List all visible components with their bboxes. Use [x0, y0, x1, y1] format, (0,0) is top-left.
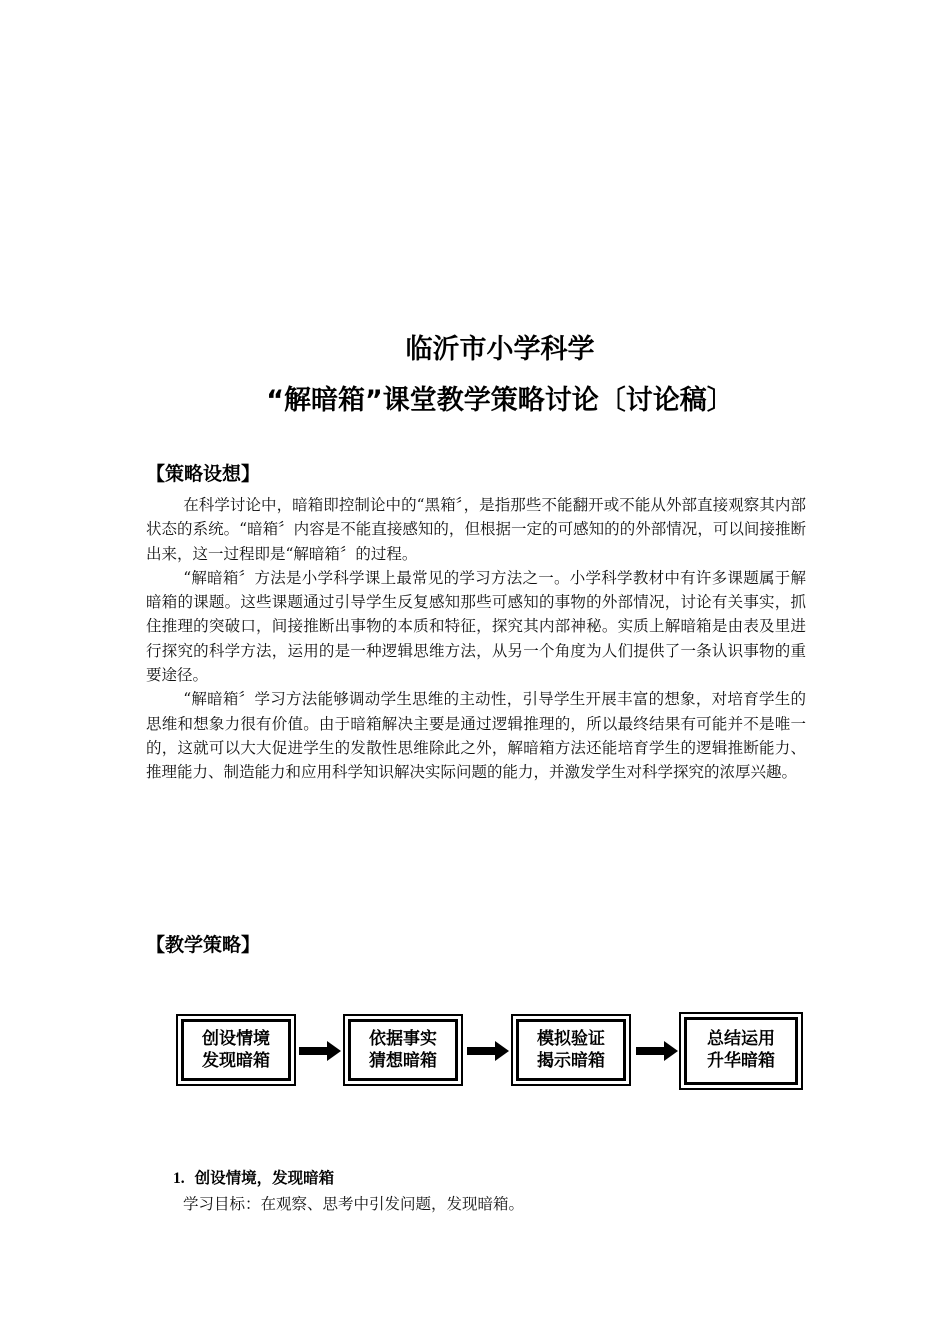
- paragraph: “解暗箱〞方法是小学科学课上最常见的学习方法之一。小学科学教材中有许多课题属于解暗箱的课题。这些课题通过引导学生反复感知那些可感知的事物的外部情况，讨论有关事实，抓住推理的突破口，间接推断出事物的本质和特征，探究其内部神秘。实质上解暗箱是由表及里进行探究的科学方法，运用的是一种逻辑思维方法，从另一个角度为人们提供了一条认识事物的重要途径。: [146, 568, 806, 685]
- strategy-idea-body: [146, 493, 806, 785]
- document-subtitle: “解暗箱”课堂教学策略讨论〔讨论稿〕: [266, 385, 734, 416]
- flow-step-4-line1: 总结运用: [707, 1029, 775, 1049]
- paragraph: 在科学讨论中，暗箱即控制论中的“黑箱〞，是指那些不能翻开或不能从外部直接观察其内部状态的系统。“暗箱〞内容是不能直接感知的，但根据一定的可感知的的外部情况，可以间接推断出来，这一过程即是“解暗箱〞的过程。: [146, 496, 806, 563]
- step-1-heading: [173, 1166, 334, 1188]
- flow-step-3: [516, 1019, 626, 1081]
- flow-step-4-line2: 升华暗箱: [707, 1051, 775, 1071]
- flow-step-1-line1: 创设情境: [202, 1029, 270, 1049]
- flow-step-2: [348, 1019, 458, 1081]
- arrow-right-icon: [299, 1041, 341, 1061]
- flow-step-3-line1: 模拟验证: [537, 1029, 605, 1049]
- step-1-title: 创设情境，发现暗箱: [194, 1168, 335, 1187]
- flow-step-3-line2: 揭示暗箱: [537, 1051, 605, 1071]
- document-title: 临沂市小学科学: [405, 334, 595, 365]
- flow-step-4: [684, 1017, 798, 1085]
- step-1-number: 1.: [173, 1170, 185, 1187]
- flow-step-2-line1: 依据事实: [369, 1029, 437, 1049]
- flow-step-1-line2: 发现暗箱: [202, 1051, 270, 1071]
- section-heading-teaching-strategy: 【教学策略】: [146, 934, 261, 956]
- arrow-right-icon: [636, 1041, 678, 1061]
- strategy-flow-diagram: [177, 1013, 807, 1093]
- arrow-right-icon: [467, 1041, 509, 1061]
- flow-step-1: [181, 1019, 291, 1081]
- paragraph: “解暗箱〞学习方法能够调动学生思维的主动性，引导学生开展丰富的想象，对培育学生的思维和想象力很有价值。由于暗箱解决主要是通过逻辑推理的，所以最终结果有可能并不是唯一的，这就可以大大促进学生的发散性思维除此之外，解暗箱方法还能培育学生的逻辑推断能力、推理能力、制造能力和应用科学知识解决实际问题的能力，并激发学生对科学探究的浓厚兴趣。: [146, 690, 806, 782]
- flow-step-2-line2: 猜想暗箱: [369, 1051, 437, 1071]
- section-heading-strategy-idea: 【策略设想】: [146, 463, 261, 485]
- step-1-goal: 学习目标：在观察、思考中引发问题，发现暗箱。: [183, 1195, 525, 1213]
